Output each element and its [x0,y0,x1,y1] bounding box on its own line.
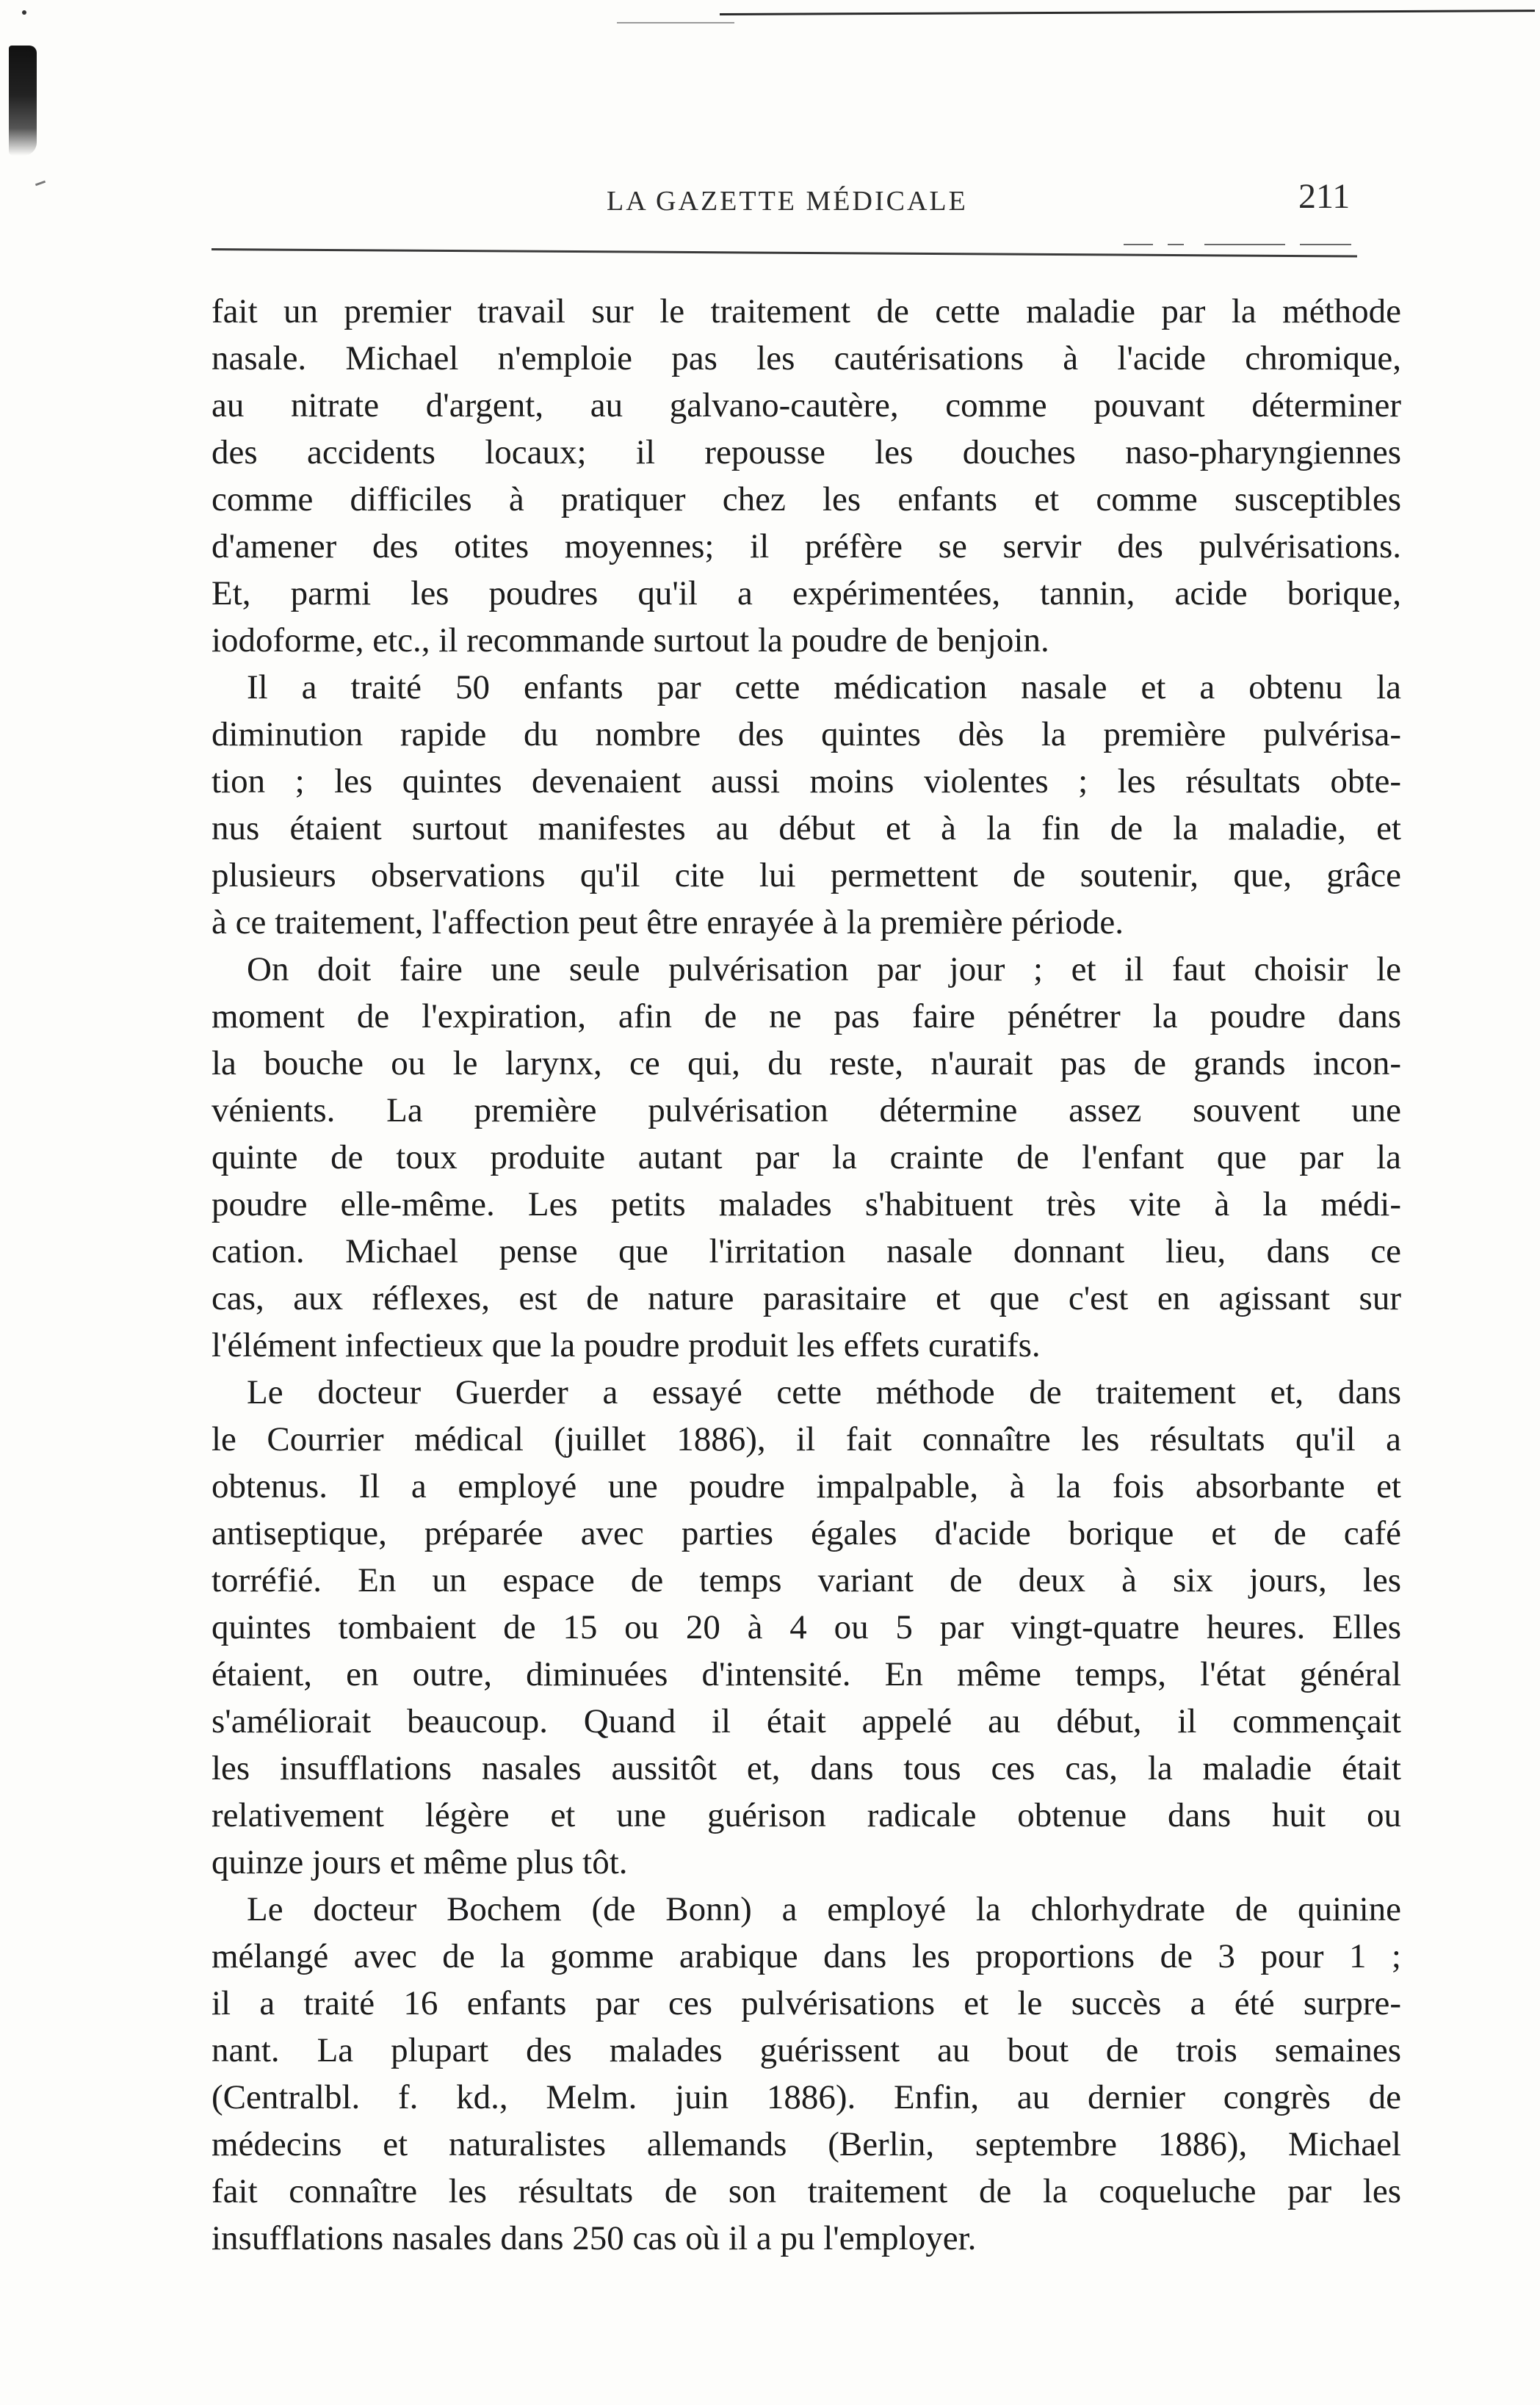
text-line: antiseptique, préparée avec parties égales d'acide borique et de café [212,1514,1401,1552]
text-line: Et, parmi les poudres qu'il a expérimentées, tannin, acide borique, [212,574,1401,612]
text-line: vénients. La première pulvérisation détermine assez souvent une [212,1091,1401,1129]
header-rule [212,248,1357,258]
text-line: torréfié. En un espace de temps variant de deux à six jours, les [212,1561,1401,1599]
text-line: obtenus. Il a employé une poudre impalpable, à la fois absorbante et [212,1467,1401,1505]
header-rule-dash [1300,244,1351,245]
text-line: Le docteur Guerder a essayé cette méthode de traitement et, dans [247,1373,1401,1411]
text-line: fait un premier travail sur le traitement de cette maladie par la méthode [212,292,1401,330]
text-line: le Courrier médical (juillet 1886), il fait connaître les résultats qu'il a [212,1420,1401,1458]
scan-faint-mark [617,22,734,23]
text-line: plusieurs observations qu'il cite lui permettent de soutenir, que, grâce [212,856,1401,894]
text-line: la bouche ou le larynx, ce qui, du reste, n'aurait pas de grands incon- [212,1044,1401,1082]
scan-edge-mark [9,46,37,156]
text-line: médecins et naturalistes allemands (Berlin, septembre 1886), Michael [212,2125,1401,2163]
text-line: des accidents locaux; il repousse les douches naso-pharyngiennes [212,433,1401,471]
text-line: nasale. Michael n'emploie pas les cautérisations à l'acide chromique, [212,339,1401,377]
text-line: quintes tombaient de 15 ou 20 à 4 ou 5 par vingt-quatre heures. Elles [212,1608,1401,1646]
text-line: Il a traité 50 enfants par cette médication nasale et a obtenu la [247,668,1401,706]
scan-speck [35,181,46,187]
text-line: s'améliorait beaucoup. Quand il était appelé au début, il commençait [212,1702,1401,1740]
text-line: On doit faire une seule pulvérisation par jour ; et il faut choisir le [247,950,1401,988]
text-line: les insufflations nasales aussitôt et, dans tous ces cas, la maladie était [212,1749,1401,1787]
text-line: l'élément infectieux que la poudre produit les effets curatifs. [212,1326,1041,1364]
text-line: quinze jours et même plus tôt. [212,1843,628,1881]
text-line: il a traité 16 enfants par ces pulvérisations et le succès a été surpre- [212,1984,1401,2022]
header-rule-dash [1168,244,1184,245]
text-line: moment de l'expiration, afin de ne pas faire pénétrer la poudre dans [212,997,1401,1035]
text-line: d'amener des otites moyennes; il préfère se servir des pulvérisations. [212,527,1401,565]
text-line: tion ; les quintes devenaient aussi moins violentes ; les résultats obte- [212,762,1401,800]
text-line: comme difficiles à pratiquer chez les enfants et comme susceptibles [212,480,1401,518]
text-line: iodoforme, etc., il recommande surtout la poudre de benjoin. [212,621,1049,659]
page-number: 211 [1298,177,1351,216]
text-line: mélangé avec de la gomme arabique dans les proportions de 3 pour 1 ; [212,1937,1401,1975]
text-line: poudre elle-même. Les petits malades s'habituent très vite à la médi- [212,1185,1401,1223]
text-line: quinte de toux produite autant par la crainte de l'enfant que par la [212,1138,1401,1176]
text-line: cation. Michael pense que l'irritation nasale donnant lieu, dans ce [212,1232,1401,1270]
text-line: à ce traitement, l'affection peut être enrayée à la première période. [212,903,1124,941]
text-line: nus étaient surtout manifestes au début et à la fin de la maladie, et [212,809,1401,847]
text-line: (Centralbl. f. kd., Melm. juin 1886). Enfin, au dernier congrès de [212,2078,1401,2116]
scan-top-rule [720,10,1535,15]
text-line: diminution rapide du nombre des quintes dès la première pulvérisa- [212,715,1401,753]
text-line: étaient, en outre, diminuées d'intensité. En même temps, l'état général [212,1655,1401,1693]
text-line: insufflations nasales dans 250 cas où il a pu l'employer. [212,2219,977,2257]
scan-dot [22,10,26,15]
text-line: relativement légère et une guérison radicale obtenue dans huit ou [212,1796,1401,1834]
text-line: Le docteur Bochem (de Bonn) a employé la chlorhydrate de quinine [247,1890,1401,1928]
running-title: LA GAZETTE MÉDICALE [607,186,968,217]
header-rule-dash [1204,244,1285,245]
text-line: fait connaître les résultats de son traitement de la coqueluche par les [212,2172,1401,2210]
header-rule-dash [1124,244,1153,245]
text-line: cas, aux réflexes, est de nature parasitaire et que c'est en agissant sur [212,1279,1401,1317]
text-line: nant. La plupart des malades guérissent au bout de trois semaines [212,2031,1401,2069]
text-line: au nitrate d'argent, au galvano-cautère, comme pouvant déterminer [212,386,1401,424]
body-text [212,288,1401,2262]
